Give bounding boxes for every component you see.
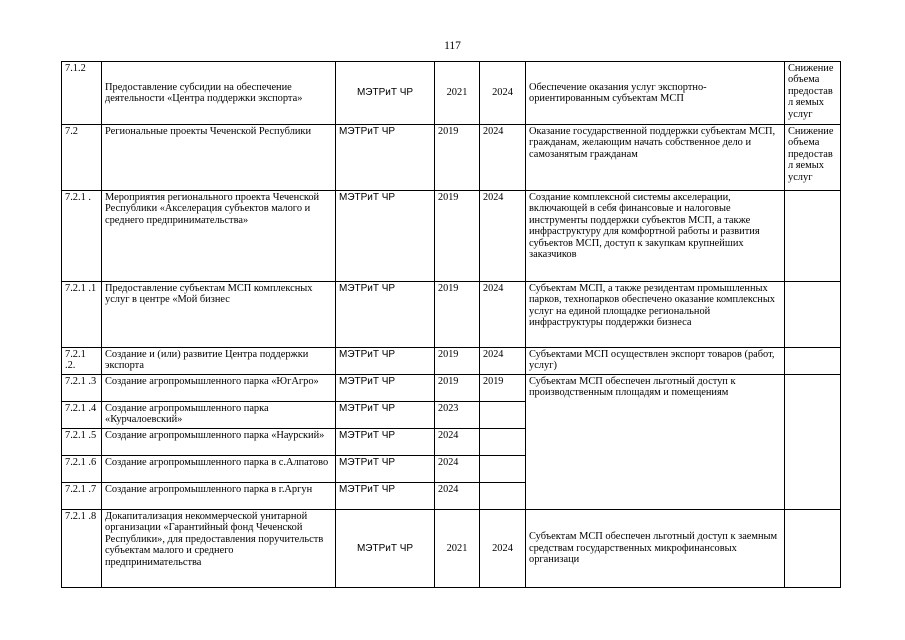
table-row xyxy=(62,125,841,191)
start-year: 2019 xyxy=(435,191,480,282)
measure-name: Создание агропромышленного парка в г.Аргун xyxy=(102,483,336,510)
executor: МЭТРиТ ЧР xyxy=(336,191,435,282)
expected-result: Создание комплексной системы акселерации, включающей в себя финансовые и налоговые инструменты поддержки субъектов МСП, а также инфраструктуру для комфортной работы и развития субъектов МСП, доступ к закупкам крупнейших заказчиков xyxy=(526,191,785,282)
start-year: 2024 xyxy=(435,483,480,510)
expected-result: Обеспечение оказания услуг экспортно-ориентированным субъектам МСП xyxy=(526,62,785,125)
start-year: 2023 xyxy=(435,402,480,429)
start-year: 2021 xyxy=(435,62,480,125)
risk-note xyxy=(785,191,841,282)
risk-note xyxy=(785,348,841,375)
start-year: 2024 xyxy=(435,456,480,483)
executor: МЭТРиТ ЧР xyxy=(336,348,435,375)
table-row xyxy=(62,375,841,402)
start-year: 2019 xyxy=(435,375,480,402)
row-number: 7.2.1 .6 xyxy=(62,456,102,483)
end-year: 2024 xyxy=(480,282,526,348)
measure-name: Предоставление субсидии на обеспечение деятельности «Центра поддержки экспорта» xyxy=(102,62,336,125)
measures-table xyxy=(61,61,841,588)
expected-result: Субъектами МСП осуществлен экспорт товаров (работ, услуг) xyxy=(526,348,785,375)
row-number: 7.1.2 xyxy=(62,62,102,125)
end-year: 2024 xyxy=(480,510,526,588)
start-year: 2021 xyxy=(435,510,480,588)
table-row xyxy=(62,62,841,125)
measure-name: Создание агропромышленного парка «Курчалоевский» xyxy=(102,402,336,429)
row-number: 7.2.1 .8 xyxy=(62,510,102,588)
end-year: 2024 xyxy=(480,191,526,282)
executor: МЭТРиТ ЧР xyxy=(336,282,435,348)
measure-name: Создание агропромышленного парка «Наурский» xyxy=(102,429,336,456)
executor: МЭТРиТ ЧР xyxy=(336,375,435,402)
executor: МЭТРиТ ЧР xyxy=(336,456,435,483)
row-number: 7.2.1 . xyxy=(62,191,102,282)
executor: МЭТРиТ ЧР xyxy=(336,62,435,125)
start-year: 2019 xyxy=(435,348,480,375)
expected-result: Субъектам МСП, а также резидентам промышленных парков, технопарков обеспечено оказание комплексных услуг на единой площадке региональной инфраструктуры поддержки бизнеса xyxy=(526,282,785,348)
measure-name: Мероприятия регионального проекта Чеченской Республики «Акселерация субъектов малого и среднего предпринимательства» xyxy=(102,191,336,282)
expected-result: Оказание государственной поддержки субъектам МСП, гражданам, желающим начать собственное дело и самозанятым гражданам xyxy=(526,125,785,191)
risk-note: Снижение объема предоставл яемых услуг xyxy=(785,62,841,125)
table-row xyxy=(62,348,841,375)
risk-note: Снижение объема предоставл яемых услуг xyxy=(785,125,841,191)
executor: МЭТРиТ ЧР xyxy=(336,510,435,588)
table-row xyxy=(62,191,841,282)
measure-name: Докапитализация некоммерческой унитарной организации «Гарантийный фонд Чеченской Республики», для предоставления поручительств субъектам малого и среднего предпринимательства xyxy=(102,510,336,588)
page-number: 117 xyxy=(444,40,461,52)
end-year xyxy=(480,429,526,456)
start-year: 2019 xyxy=(435,282,480,348)
risk-note xyxy=(785,375,841,510)
row-number: 7.2.1 .5 xyxy=(62,429,102,456)
measure-name: Создание агропромышленного парка в с.Алпатово xyxy=(102,456,336,483)
row-number: 7.2 xyxy=(62,125,102,191)
end-year xyxy=(480,402,526,429)
executor: МЭТРиТ ЧР xyxy=(336,429,435,456)
measure-name: Региональные проекты Чеченской Республики xyxy=(102,125,336,191)
row-number: 7.2.1 .2. xyxy=(62,348,102,375)
risk-note xyxy=(785,510,841,588)
executor: МЭТРиТ ЧР xyxy=(336,125,435,191)
end-year xyxy=(480,456,526,483)
expected-result: Субъектам МСП обеспечен льготный доступ к заемным средствам государственных микрофинансовых организаци xyxy=(526,510,785,588)
row-number: 7.2.1 .1 xyxy=(62,282,102,348)
row-number: 7.2.1 .3 xyxy=(62,375,102,402)
end-year xyxy=(480,483,526,510)
table-row xyxy=(62,282,841,348)
risk-note xyxy=(785,282,841,348)
end-year: 2024 xyxy=(480,348,526,375)
end-year: 2024 xyxy=(480,125,526,191)
start-year: 2019 xyxy=(435,125,480,191)
row-number: 7.2.1 .4 xyxy=(62,402,102,429)
measure-name: Предоставление субъектам МСП комплексных услуг в центре «Мой бизнес xyxy=(102,282,336,348)
end-year: 2019 xyxy=(480,375,526,402)
executor: МЭТРиТ ЧР xyxy=(336,402,435,429)
row-number: 7.2.1 .7 xyxy=(62,483,102,510)
measure-name: Создание агропромышленного парка «ЮгАгро» xyxy=(102,375,336,402)
table-row xyxy=(62,510,841,588)
expected-result: Субъектам МСП обеспечен льготный доступ к производственным площадям и помещениям xyxy=(526,375,785,510)
start-year: 2024 xyxy=(435,429,480,456)
end-year: 2024 xyxy=(480,62,526,125)
executor: МЭТРиТ ЧР xyxy=(336,483,435,510)
measure-name: Создание и (или) развитие Центра поддержки экспорта xyxy=(102,348,336,375)
